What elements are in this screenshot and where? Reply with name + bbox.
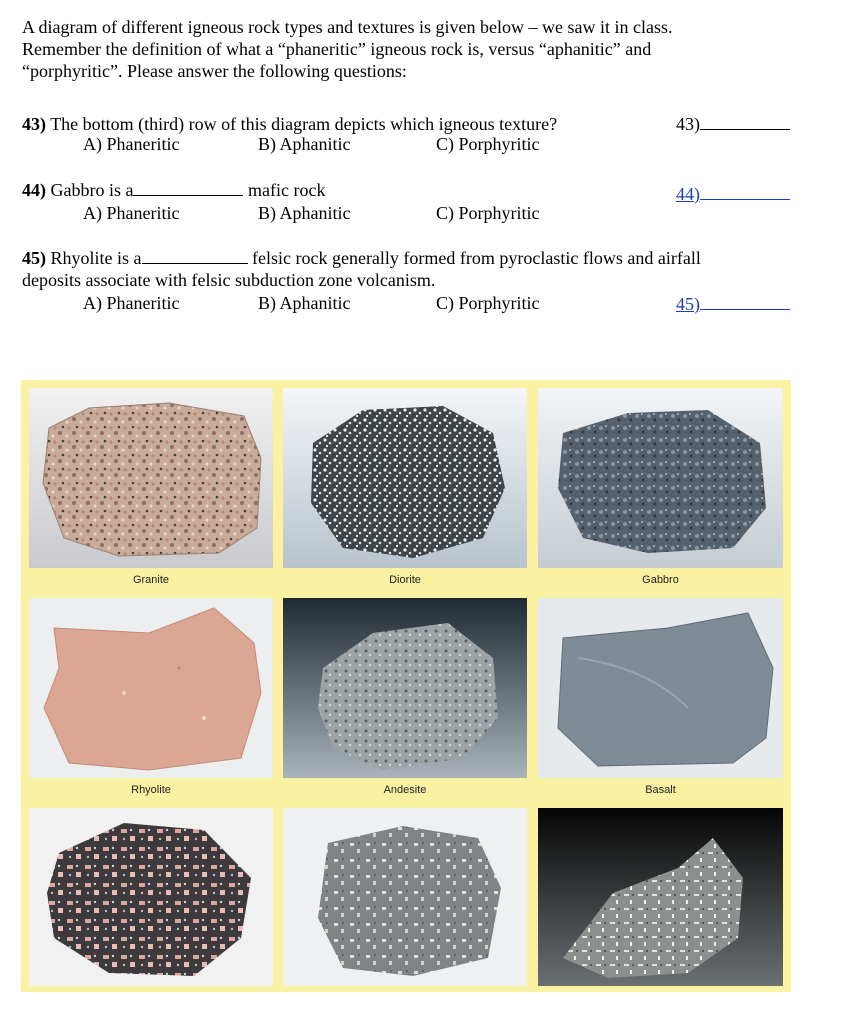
igneous-rock-diagram: [21, 380, 791, 992]
q44-option-a[interactable]: A) Phaneritic: [83, 203, 180, 223]
porphyritic-rock-1-photo: [29, 808, 273, 986]
q43-answer-blank[interactable]: [700, 113, 790, 130]
basalt-photo: [538, 598, 783, 778]
question-45-text-line-2: deposits associate with felsic subduction zone volcanism.: [22, 270, 436, 290]
gabbro-photo: [538, 388, 783, 568]
gabbro-label: Gabbro: [642, 574, 679, 586]
q43-option-a[interactable]: A) Phaneritic: [83, 134, 180, 154]
q43-answer-field[interactable]: [676, 113, 790, 135]
q45-option-c[interactable]: C) Porphyritic: [436, 293, 540, 313]
granite-label: Granite: [132, 574, 170, 586]
q44-answer-blank[interactable]: [700, 183, 790, 200]
question-45: [22, 247, 802, 291]
q45-answer-blank[interactable]: [700, 293, 790, 310]
rhyolite-photo: [29, 598, 273, 778]
diorite-label: Diorite: [389, 574, 421, 586]
question-44-text-after: mafic rock: [247, 180, 326, 200]
q45-answer-field[interactable]: [676, 293, 790, 315]
intro-paragraph: [22, 16, 822, 82]
q44-option-b[interactable]: B) Aphanitic: [258, 203, 351, 223]
q44-answer-field[interactable]: [676, 183, 790, 205]
question-43-text: The bottom (third) row of this diagram depicts which igneous texture?: [50, 114, 558, 134]
q44-answer-label: 44): [676, 184, 700, 204]
question-45-number: 45): [22, 248, 46, 268]
question-44-text-before: Gabbro is a: [50, 180, 134, 200]
q43-option-c[interactable]: C) Porphyritic: [436, 134, 540, 154]
question-44-number: 44): [22, 180, 46, 200]
q45-option-b[interactable]: B) Aphanitic: [258, 293, 351, 313]
rhyolite-label: Rhyolite: [131, 784, 171, 796]
question-45-text-before: Rhyolite is a: [50, 248, 142, 268]
porphyritic-rock-3-photo: [538, 808, 783, 986]
question-45-text-after: felsic rock generally formed from pyroclastic flows and airfall: [252, 248, 701, 268]
granite-photo: [29, 388, 273, 568]
q45-option-a[interactable]: A) Phaneritic: [83, 293, 180, 313]
question-43-number: 43): [22, 114, 46, 134]
diorite-photo: [283, 388, 527, 568]
intro-line-3: “porphyritic”. Please answer the following questions:: [22, 61, 407, 81]
andesite-label: Andesite: [383, 784, 427, 796]
basalt-label: Basalt: [645, 784, 676, 796]
q44-option-c[interactable]: C) Porphyritic: [436, 203, 540, 223]
q45-answer-label: 45): [676, 294, 700, 314]
intro-line-2: Remember the definition of what a “phaneritic” igneous rock is, versus “aphanitic” and: [22, 39, 652, 59]
q43-option-b[interactable]: B) Aphanitic: [258, 134, 351, 154]
q43-answer-label: 43): [676, 114, 700, 134]
porphyritic-rock-2-photo: [283, 808, 527, 986]
q45-inline-blank[interactable]: [142, 247, 248, 264]
intro-line-1: A diagram of different igneous rock types and textures is given below – we saw it in class.: [22, 17, 673, 37]
andesite-photo: [283, 598, 527, 778]
q44-inline-blank[interactable]: [133, 179, 243, 196]
